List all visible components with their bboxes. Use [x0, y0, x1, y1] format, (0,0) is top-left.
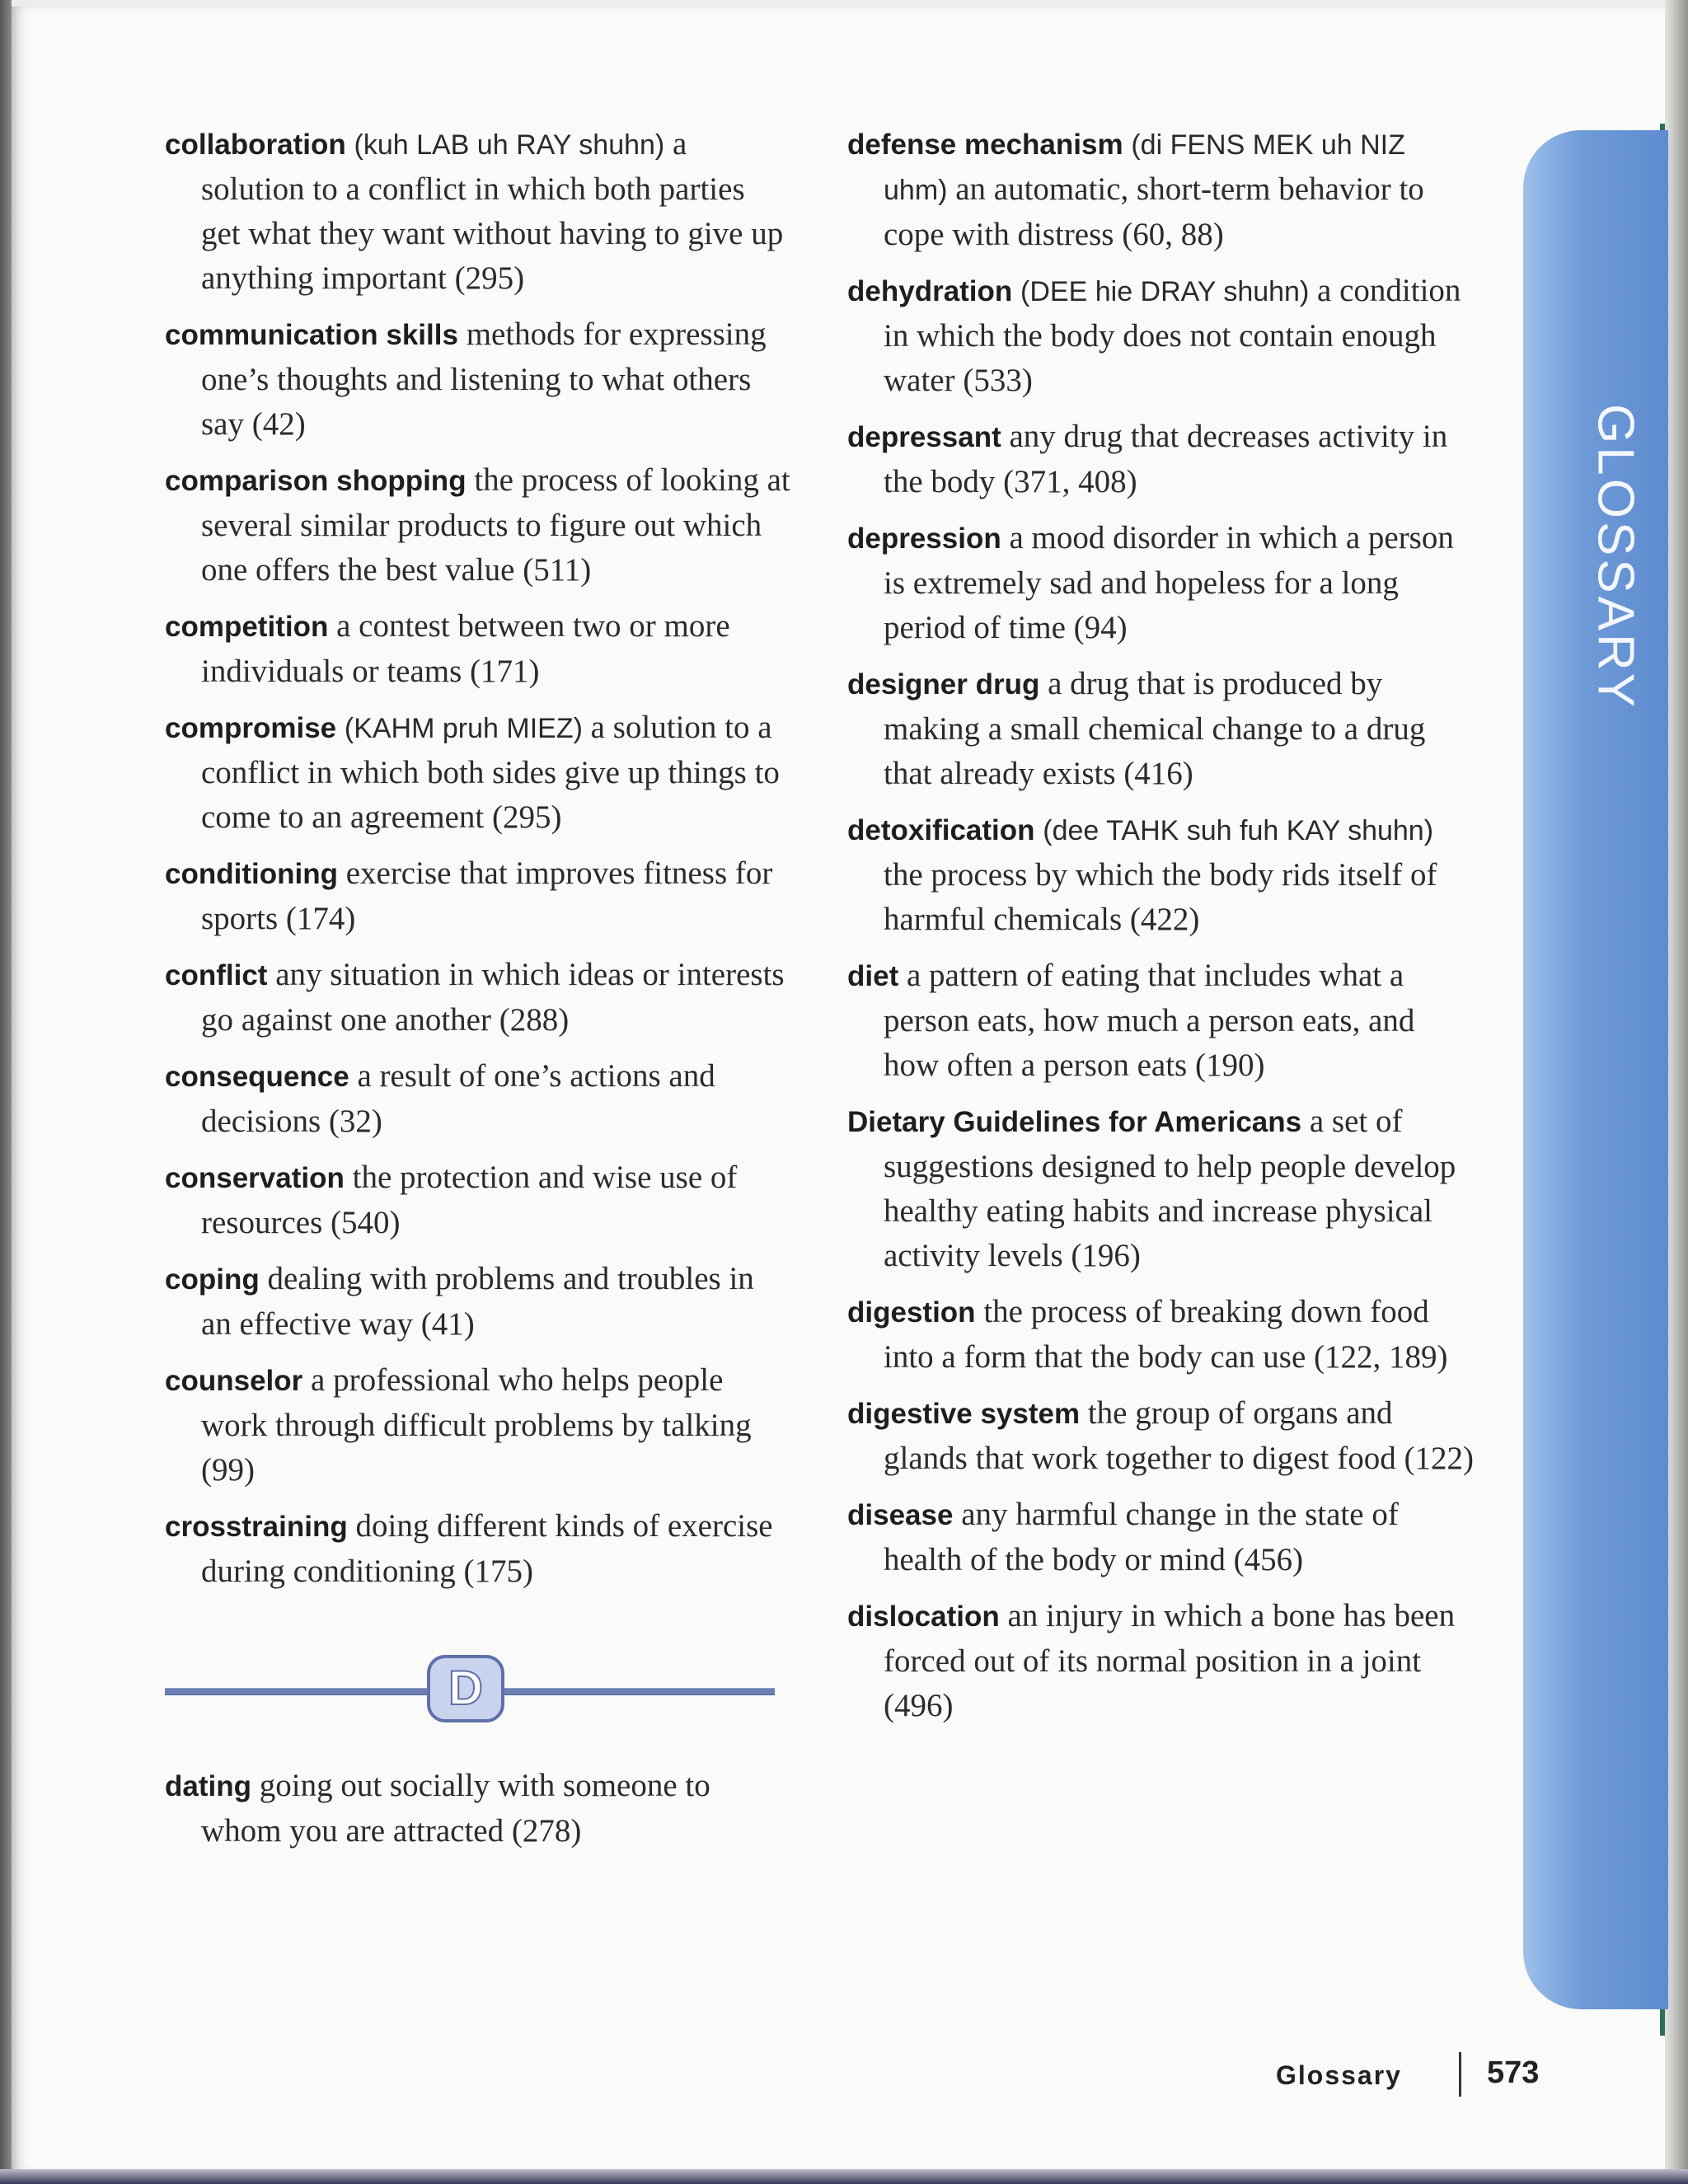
glossary-entry [165, 1358, 791, 1493]
glossary-term: counselor [165, 1365, 303, 1397]
glossary-entry [165, 122, 791, 301]
glossary-definition: a professional who helps people work through difficult problems by talking (99) [201, 1362, 752, 1488]
pronunciation: (KAHM pruh MIEZ) [344, 713, 583, 744]
glossary-term: diet [847, 960, 899, 992]
glossary-term: conditioning [165, 858, 338, 890]
divider-line-right [504, 1688, 775, 1695]
glossary-term: detoxification [847, 814, 1035, 846]
glossary-definition: methods for expressing one’s thoughts and listening to what others say (42) [201, 316, 767, 442]
glossary-term: defense mechanism [847, 129, 1123, 161]
glossary-definition: exercise that improves fitness for sports (174) [201, 855, 773, 936]
glossary-definition: any situation in which ideas or interests go against one another (288) [201, 957, 785, 1038]
glossary-entry [847, 1493, 1474, 1582]
page-number: 573 [1487, 2055, 1540, 2090]
glossary-term: compromise [165, 712, 337, 744]
pronunciation: (DEE hie DRAY shuhn) [1020, 276, 1310, 307]
glossary-definition: any harmful change in the state of health of the body or mind (456) [884, 1497, 1399, 1577]
book-spine-shadow [0, 0, 12, 2184]
glossary-entry [847, 808, 1474, 942]
glossary-term: coping [165, 1263, 260, 1296]
glossary-term: consequence [165, 1061, 349, 1093]
glossary-definition: the protection and wise use of resources (540) [201, 1160, 738, 1240]
glossary-term: disease [847, 1499, 954, 1531]
section-divider-d [165, 1655, 775, 1726]
glossary-entry [847, 122, 1474, 257]
glossary-entry [165, 604, 791, 694]
glossary-definition: a contest between two or more individuals or teams (171) [201, 608, 730, 689]
right-column [847, 122, 1474, 1740]
pronunciation: (dee TAHK suh fuh KAY shuhn) [1043, 815, 1434, 846]
glossary-definition: the process of looking at several similar products to figure out which one offers the best value (511) [201, 462, 790, 588]
glossary-term: conflict [165, 959, 268, 991]
left-entries [165, 122, 791, 1594]
glossary-entry [165, 1155, 791, 1245]
left-column [165, 122, 791, 1865]
glossary-entry [165, 1764, 791, 1854]
glossary-entry [165, 1504, 791, 1594]
glossary-definition: a pattern of eating that includes what a person eats, how much a person eats, and how often a person eats (190) [884, 958, 1415, 1083]
right-entries [847, 122, 1474, 1728]
footer-divider [1459, 2052, 1461, 2097]
glossary-entry [847, 1594, 1474, 1728]
glossary-entry [165, 705, 791, 840]
glossary-term: digestion [847, 1296, 976, 1329]
glossary-term: dating [165, 1770, 251, 1802]
glossary-definition: a set of suggestions designed to help people develop healthy eating habits and increase physical activity levels (196) [884, 1104, 1456, 1273]
glossary-entry [847, 415, 1474, 504]
pronunciation: (di FENS MEK uh NIZ uhm) [884, 129, 1405, 206]
glossary-definition: the group of organs and glands that work together to digest food (122) [884, 1395, 1474, 1476]
glossary-entry [165, 1054, 791, 1144]
glossary-entry [847, 1099, 1474, 1278]
glossary-term: dislocation [847, 1601, 1000, 1633]
glossary-term: Dietary Guidelines for Americans [847, 1106, 1302, 1138]
glossary-term: collaboration [165, 129, 346, 161]
section-d-entries [165, 1764, 791, 1854]
glossary-term: crosstraining [165, 1511, 348, 1543]
page-bottom-edge [0, 2169, 1688, 2184]
glossary-definition: a mood disorder in which a person is extremely sad and hopeless for a long period of time (94) [884, 520, 1454, 645]
glossary-entry [165, 1257, 791, 1347]
glossary-definition: going out socially with someone to whom you are attracted (278) [201, 1768, 710, 1849]
divider-line-left [165, 1688, 430, 1695]
glossary-definition: an injury in which a bone has been forced out of its normal position in a joint (496) [884, 1598, 1456, 1723]
glossary-definition: the process by which the body rids itself of harmful chemicals (422) [884, 857, 1437, 937]
glossary-definition: a solution to a conflict in which both sides give up things to come to an agreement (295) [201, 710, 780, 835]
glossary-term: conservation [165, 1162, 345, 1194]
glossary-term: digestive system [847, 1398, 1081, 1430]
glossary-term: dehydration [847, 275, 1013, 307]
glossary-entry [847, 516, 1474, 650]
glossary-term: comparison shopping [165, 465, 467, 497]
glossary-entry [847, 1391, 1474, 1481]
glossary-term: depression [847, 523, 1001, 555]
page-edge [1665, 0, 1688, 2184]
glossary-entry [165, 953, 791, 1043]
glossary-entry [847, 662, 1474, 796]
glossary-definition: a condition in which the body does not contain enough water (533) [884, 273, 1461, 398]
glossary-term: designer drug [847, 668, 1040, 701]
glossary-definition: a drug that is produced by making a small chemical change to a drug that already exists (416) [884, 666, 1426, 791]
glossary-entry [847, 269, 1474, 403]
glossary-entry [165, 458, 791, 593]
glossary-entry [847, 1290, 1474, 1380]
glossary-entry [165, 851, 791, 941]
pronunciation: (kuh LAB uh RAY shuhn) [354, 129, 665, 161]
glossary-definition: doing different kinds of exercise during conditioning (175) [201, 1508, 773, 1589]
section-letter-badge: D [427, 1655, 504, 1722]
glossary-definition: a result of one’s actions and decisions (32) [201, 1058, 715, 1139]
footer-section-label: Glossary [1276, 2060, 1402, 2090]
glossary-definition: a solution to a conflict in which both parties get what they want without having to give up anything important (295) [201, 126, 784, 296]
glossary-entry [847, 954, 1474, 1088]
glossary-definition: dealing with problems and troubles in an effective way (41) [201, 1261, 754, 1342]
glossary-term: depressant [847, 421, 1001, 453]
glossary-entry [165, 312, 791, 447]
glossary-definition: an automatic, short-term behavior to cope with distress (60, 88) [884, 171, 1424, 252]
glossary-definition: any drug that decreases activity in the body (371, 408) [884, 419, 1448, 499]
glossary-term: competition [165, 611, 329, 643]
glossary-term: communication skills [165, 319, 458, 351]
side-tab-label: GLOSSARY [1587, 403, 1644, 711]
glossary-definition: the process of breaking down food into a form that the body can use (122, 189) [884, 1294, 1448, 1375]
